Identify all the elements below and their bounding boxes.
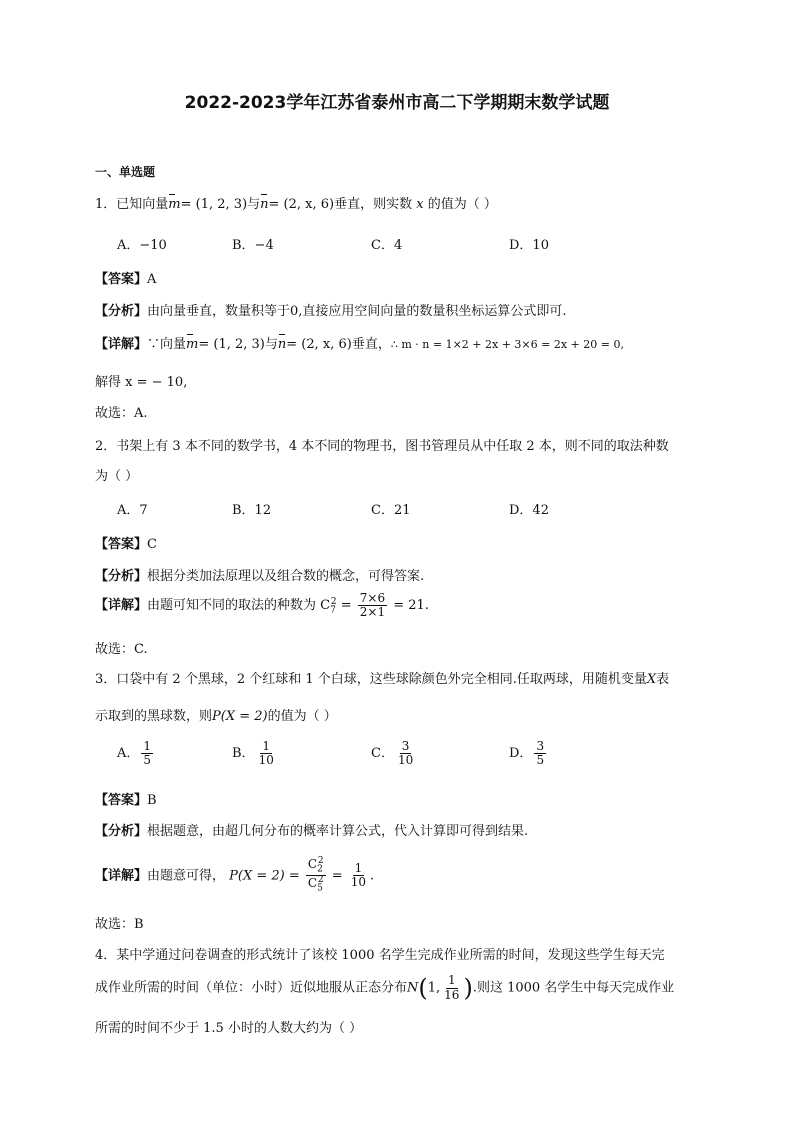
q2-answer <box>95 533 157 552</box>
q4-stem-line3: 所需的时间不少于 1.5 小时的人数大约为（ ） <box>95 1021 363 1036</box>
q1-option-a: A．−10 <box>117 238 167 253</box>
q4-dist-den: 16 <box>444 987 460 1002</box>
detail-tag: 【详解】 <box>95 598 148 614</box>
combination-c52: $C_5^2$ <box>307 875 324 894</box>
analysis-tag: 【分析】 <box>95 569 148 584</box>
q1-detail-text: ∵向量 <box>147 337 187 352</box>
q3-option-c <box>371 740 417 767</box>
vector-n-2: n <box>277 337 287 352</box>
q2-stem-line1 <box>95 435 669 454</box>
normal-dist: N <box>407 980 419 996</box>
vector-m: m <box>168 197 181 212</box>
q3-c-den: 10 <box>397 753 414 768</box>
detail-tag: 【详解】 <box>95 868 148 884</box>
q2-stem-text: 书架上有 3 本不同的数学书，4 本不同的物理书，图书管理员从中任取 2 本，则不同的取法种数 <box>116 439 669 454</box>
q3-option-c-frac <box>396 740 415 767</box>
q2-stem-line2: 为（ ） <box>95 469 139 484</box>
q3-option-b-letter: B． <box>232 746 255 762</box>
q3-stem-text2: 示取到的黑球数，则 <box>95 709 213 724</box>
q3-d-num: 3 <box>536 739 545 753</box>
q3-option-d-frac <box>534 740 546 767</box>
q1-analysis <box>95 300 567 319</box>
q3-answer <box>95 789 157 808</box>
q1-detail-calc: ∴ m · n = 1×2 + 2x + 3×6 = 2x + 20 = 0, <box>390 338 624 351</box>
q4-stem-text1: 某中学通过问卷调查的形式统计了该校 1000 名学生完成作业所需的时间，发现这些学生每天完 <box>116 948 665 963</box>
q4-stem-line1 <box>95 944 665 963</box>
q1-detail <box>95 333 624 352</box>
q1-detail-m: = (1, 2, 3) <box>198 337 265 352</box>
q3-detail: 【详解】由题意可得， P(X = 2) = $\frac{C_2^2}{C_5^2}$ = $\frac{1}{10}$ . <box>95 856 375 894</box>
q2-analysis <box>95 565 424 584</box>
q1-stem-and: 与 <box>247 197 261 212</box>
q2-frac-den: 2×1 <box>359 605 386 620</box>
q1-m-value: = (1, 2, 3) <box>180 197 248 212</box>
q4-dist-num: 1 <box>447 973 456 988</box>
q1-detail-and: 与 <box>264 337 278 352</box>
q1-answer-value: A <box>147 272 157 287</box>
prob-expr-2: P(X = 2) = <box>229 868 300 884</box>
right-paren: ) <box>463 974 473 1002</box>
q1-option-c: C．4 <box>371 238 403 253</box>
q2-result: = 21. <box>393 598 429 614</box>
q3-b-den: 10 <box>258 753 274 768</box>
q4-stem-line2: 成作业所需的时间（单位：小时）近似地服从正态分布N(1, $\frac{1}{16}$ ).则这 1000 名学生中每天完成作业 <box>95 973 675 1002</box>
q1-option-b: B．−4 <box>232 238 274 253</box>
section-heading: 一、单选题 <box>95 165 156 179</box>
q3-stem-end2: 的值为（ ） <box>267 709 337 724</box>
var-X: X <box>646 672 657 687</box>
q2-fraction <box>358 592 387 619</box>
q1-stem-perp: 垂直，则实数 <box>334 197 413 212</box>
q1-stem-text: 已知向量 <box>116 197 169 212</box>
q3-a-den: 5 <box>143 753 152 768</box>
vector-m-2: m <box>186 337 199 352</box>
q3-choose: 故选：B <box>95 917 144 932</box>
q3-stem-text: 口袋中有 2 个黑球，2 个红球和 1 个白球，这些球除颜色外完全相同.任取两球，用随机变量 <box>116 672 647 687</box>
q3-option-c-letter: C． <box>371 746 394 762</box>
page-title: 2022-2023学年江苏省泰州市高二下学期期末数学试题 <box>184 93 610 113</box>
q3-result-num: 1 <box>354 861 363 876</box>
combination-c22: $C_2^2$ <box>307 856 324 875</box>
q3-option-d <box>509 740 548 767</box>
answer-tag: 【答案】 <box>95 793 148 808</box>
q3-option-b-frac <box>257 740 276 767</box>
q3-result-den: 10 <box>350 875 367 890</box>
q1-choose: 故选：A. <box>95 406 148 421</box>
q3-option-a-frac <box>141 740 153 767</box>
analysis-tag: 【分析】 <box>95 824 148 839</box>
q1-analysis-text: 由向量垂直，数量积等于0,直接应用空间向量的数量积坐标运算公式即可. <box>147 304 567 319</box>
q3-detail-text: 由题意可得， <box>147 868 226 884</box>
q1-number: 1． <box>95 197 117 212</box>
q3-comb-frac <box>306 857 326 895</box>
prob-expr: P(X = 2) <box>212 709 268 724</box>
q3-answer-value: B <box>147 793 157 808</box>
left-paren: ( <box>418 974 428 1002</box>
q2-option-d: D．42 <box>509 503 549 518</box>
q1-detail-perp: 垂直， <box>351 337 391 352</box>
q3-analysis <box>95 820 528 839</box>
q1-stem-end: 的值为（ ） <box>427 197 497 212</box>
q4-stem-text2-end: .则这 1000 名学生中每天完成作业 <box>472 980 675 996</box>
q2-option-b: B．12 <box>232 503 272 518</box>
detail-tag: 【详解】 <box>95 337 148 352</box>
q1-answer <box>95 268 156 287</box>
q2-answer-value: C <box>147 537 157 552</box>
q3-c-num: 3 <box>401 739 410 753</box>
q2-number: 2． <box>95 439 117 454</box>
var-x: x <box>416 197 424 212</box>
q3-stem-end1: 表 <box>656 672 670 687</box>
answer-tag: 【答案】 <box>95 272 148 287</box>
q1-solve: 解得 x = − 10, <box>95 375 188 390</box>
q2-option-a: A．7 <box>117 503 148 518</box>
combination-c72: $C_7^2$ = <box>320 596 352 616</box>
answer-tag: 【答案】 <box>95 537 148 552</box>
q4-dist-frac <box>442 974 461 1001</box>
q3-analysis-text: 根据题意，由超几何分布的概率计算公式，代入计算即可得到结果. <box>147 824 529 839</box>
q3-a-num: 1 <box>143 739 152 753</box>
q3-option-a <box>117 740 155 767</box>
q3-stem-line1 <box>95 668 669 687</box>
q4-number: 4． <box>95 948 117 963</box>
analysis-tag: 【分析】 <box>95 304 148 319</box>
q1-n-value: = (2, x, 6) <box>268 197 335 212</box>
q3-option-d-letter: D． <box>509 746 533 762</box>
q3-b-num: 1 <box>262 739 271 753</box>
q3-result-frac <box>349 862 368 889</box>
q3-number: 3． <box>95 672 117 687</box>
vector-n: n <box>260 197 269 212</box>
q2-analysis-text: 根据分类加法原理以及组合数的概念，可得答案. <box>147 569 425 584</box>
q2-detail <box>95 592 429 619</box>
q2-detail-text: 由题可知不同的取法的种数为 <box>147 598 317 614</box>
q3-option-a-letter: A． <box>117 746 140 762</box>
q3-d-den: 5 <box>536 753 545 768</box>
q1-option-d: D．10 <box>509 238 549 253</box>
q3-option-b <box>232 740 278 767</box>
q1-stem <box>95 193 497 212</box>
q4-stem-text2: 成作业所需的时间（单位：小时）近似地服从正态分布 <box>95 980 408 996</box>
q2-choose: 故选：C. <box>95 642 148 657</box>
q1-detail-n: = (2, x, 6) <box>286 337 352 352</box>
q2-frac-num: 7×6 <box>359 591 386 605</box>
q3-stem-line2 <box>95 705 337 724</box>
q2-option-c: C．21 <box>371 503 411 518</box>
